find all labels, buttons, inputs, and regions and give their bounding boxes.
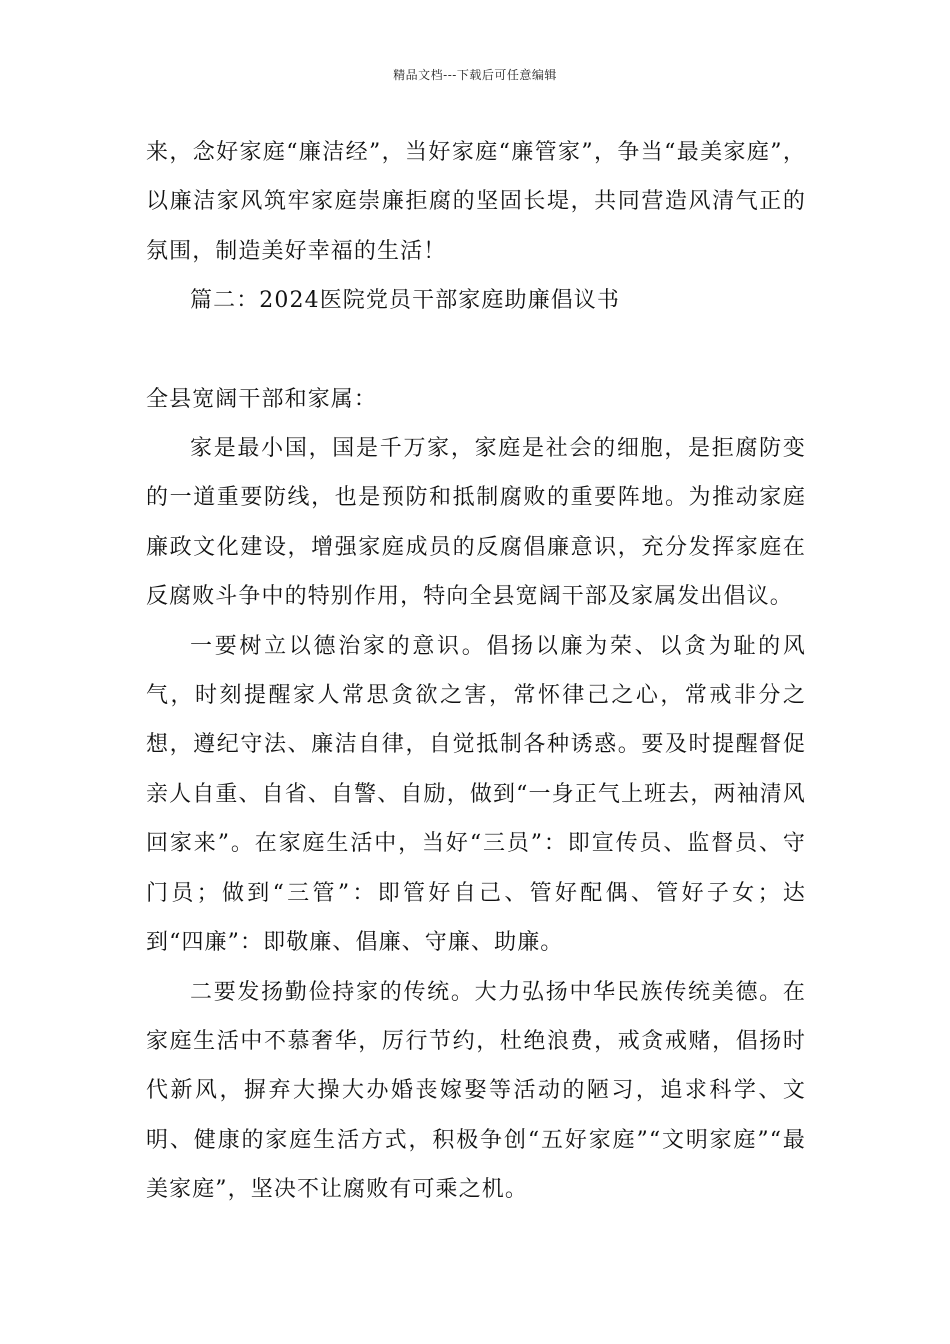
- paragraph-point-one: 一要树立以德治家的意识。倡扬以廉为荣、以贪为耻的风气，时刻提醒家人常思贪欲之害，常怀律己之心，常戒非分之想，遵纪守法、廉洁自律，自觉抵制各种诱惑。要及时提醒督促亲人自重、自省、自警、自励，做到“一身正气上班去，两袖清风回家来”。在家庭生活中，当好“三员”：即宣传员、监督员、守门员；做到“三管”：即管好自己、管好配偶、管好子女；达到“四廉”：即敬廉、倡廉、守廉、助廉。: [146, 633, 806, 956]
- salutation: 全县宽阔干部和家属：: [146, 386, 378, 412]
- page-header: 精品文档---下载后可任意编辑: [393, 68, 557, 82]
- paragraph-continuation: 来，念好家庭“廉洁经”，当好家庭“廉管家”，争当“最美家庭”，以廉洁家风筑牢家庭崇廉拒腐的坚固长堤，共同营造风清气正的氛围，制造美好幸福的生活！: [146, 140, 806, 264]
- section-title: 篇二：2024医院党员干部家庭助廉倡议书: [190, 288, 620, 314]
- paragraph-intro: 家是最小国，国是千万家，家庭是社会的细胞，是拒腐防变的一道重要防线，也是预防和抵制腐败的重要阵地。为推动家庭廉政文化建设，增强家庭成员的反腐倡廉意识，充分发挥家庭在反腐败斗争中的特别作用，特向全县宽阔干部及家属发出倡议。: [146, 436, 806, 610]
- blank-line: [146, 326, 806, 375]
- paragraph-point-two: 二要发扬勤俭持家的传统。大力弘扬中华民族传统美德。在家庭生活中不慕奢华，厉行节约，杜绝浪费，戒贪戒赌，倡扬时代新风，摒弃大操大办婚丧嫁娶等活动的陋习，追求科学、文明、健康的家庭生活方式，积极争创“五好家庭”“文明家庭”“最美家庭”，坚决不让腐败有可乘之机。: [146, 979, 806, 1203]
- document-body: [146, 128, 806, 1215]
